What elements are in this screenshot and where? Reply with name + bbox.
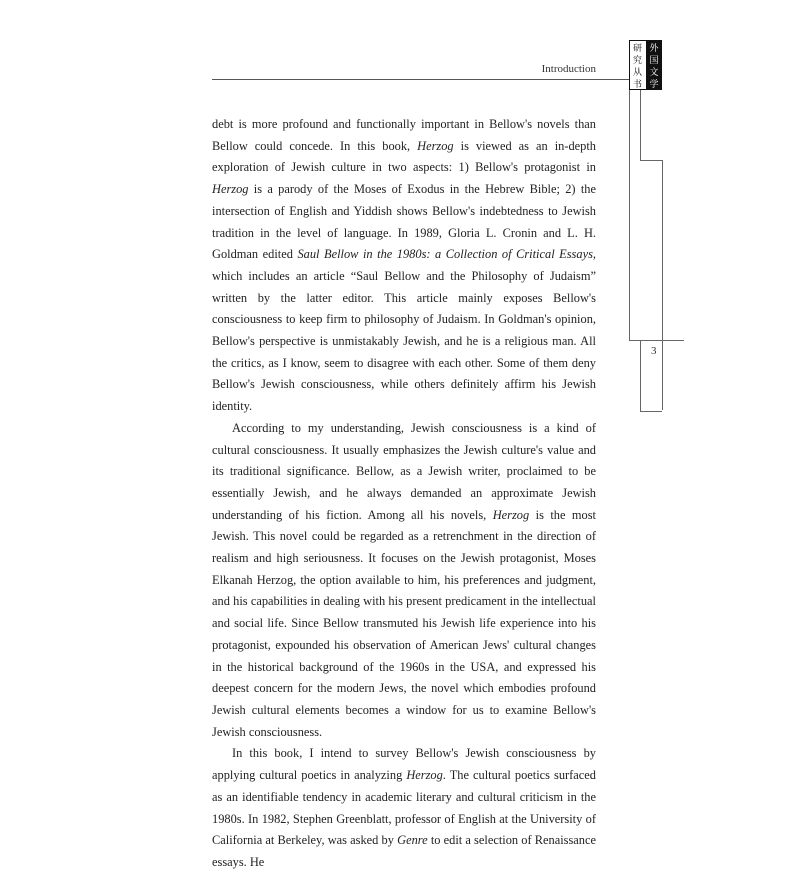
header-rule <box>212 79 630 80</box>
text-run: which includes an article “Saul Bellow and the Philosophy of Judaism” written by the latter editor. This article mainly exposes Bellow's consciousness to keep firm to philosophy of Judaism. In Goldman's opinion, Bellow's perspective is unmistakably Jewish, and he is a religious man. All the critics, as I know, seem to disagree with each other. Some of them deny Bellow's Jewish consciousness, while others definitely affirm his Jewish identity. <box>212 268 596 414</box>
body-text <box>212 114 596 874</box>
italic-title: Saul Bellow in the 1980s: a Collection of Critical Essays, <box>297 247 596 262</box>
margin-line <box>640 340 641 412</box>
text-run: In this book, I intend to survey Bellow's Jewish consciousness by applying cultural poetics in analyzing <box>212 746 596 783</box>
series-logo <box>629 40 662 90</box>
margin-line <box>629 90 630 340</box>
margin-line <box>640 160 662 161</box>
logo-char: 究 <box>632 56 643 66</box>
paragraph <box>212 114 596 418</box>
logo-char: 学 <box>649 80 659 90</box>
logo-char: 国 <box>649 56 659 66</box>
running-header: Introduction <box>541 63 596 75</box>
margin-line <box>662 160 663 410</box>
paragraph <box>212 418 596 744</box>
logo-char: 从 <box>632 68 643 78</box>
logo-char: 外 <box>649 44 659 54</box>
italic-title: Genre <box>397 833 428 848</box>
text-run: to edit a selection of Renaissance essays. He <box>212 833 597 869</box>
text-run: According to my understanding, Jewish consciousness is a kind of cultural consciousness. It usually emphasizes the Jewish culture's value and its traditional significance. Bellow, as a Jewish writer, proclaimed to be essentially Jewish, and he always demanded an approximate Jewish understanding of his fiction. Among all his novels, <box>212 420 596 522</box>
italic-title: Herzog <box>492 507 530 522</box>
margin-line <box>640 90 641 160</box>
text-run: . The cultural poetics surfaced as an identifiable tendency in academic literary and cultural criticism in the 1980s. In 1982, Stephen Greenblatt, professor of English at the University of California at Berkeley, was asked by <box>212 768 596 848</box>
margin-line <box>640 411 662 412</box>
italic-title: Herzog <box>406 768 443 783</box>
logo-char: 书 <box>632 80 643 90</box>
page-number: 3 <box>651 345 657 357</box>
paragraph <box>212 743 596 873</box>
text-run: is a parody of the Moses of Exodus in the Hebrew Bible; 2) the intersection of English and Yiddish shows Bellow's indebtedness to Jewish tradition in the level of language. In 1989, Gloria L. Cronin and L. H. Goldman edited <box>212 182 596 262</box>
text-run: is the most Jewish. This novel could be regarded as a retrenchment in the direction of realism and high seriousness. It focuses on the Jewish protagonist, Moses Elkanah Herzog, the option available to him, his preferences and judgment, and his capabilities in dealing with his present predicament in the intellectual and social life. Since Bellow transmuted his Jewish life experience into his protagonist, expounded his observation of American Jews' cultural changes in the historical background of the 1960s in the USA, and expressed his deepest concern for the modern Jews, the novel which embodies profound Jewish cultural elements becomes a window for us to examine Bellow's Jewish consciousness. <box>212 507 596 739</box>
text-run: debt is more profound and functionally important in Bellow's novels than Bellow could concede. In this book, <box>212 117 596 153</box>
logo-char: 文 <box>649 68 659 78</box>
margin-line <box>629 340 684 341</box>
text-run: is viewed as an in-depth exploration of Jewish culture in two aspects: 1) Bellow's protagonist in <box>212 138 596 175</box>
logo-char: 研 <box>632 44 643 54</box>
italic-title: Herzog <box>212 182 249 197</box>
italic-title: Herzog <box>417 138 454 153</box>
